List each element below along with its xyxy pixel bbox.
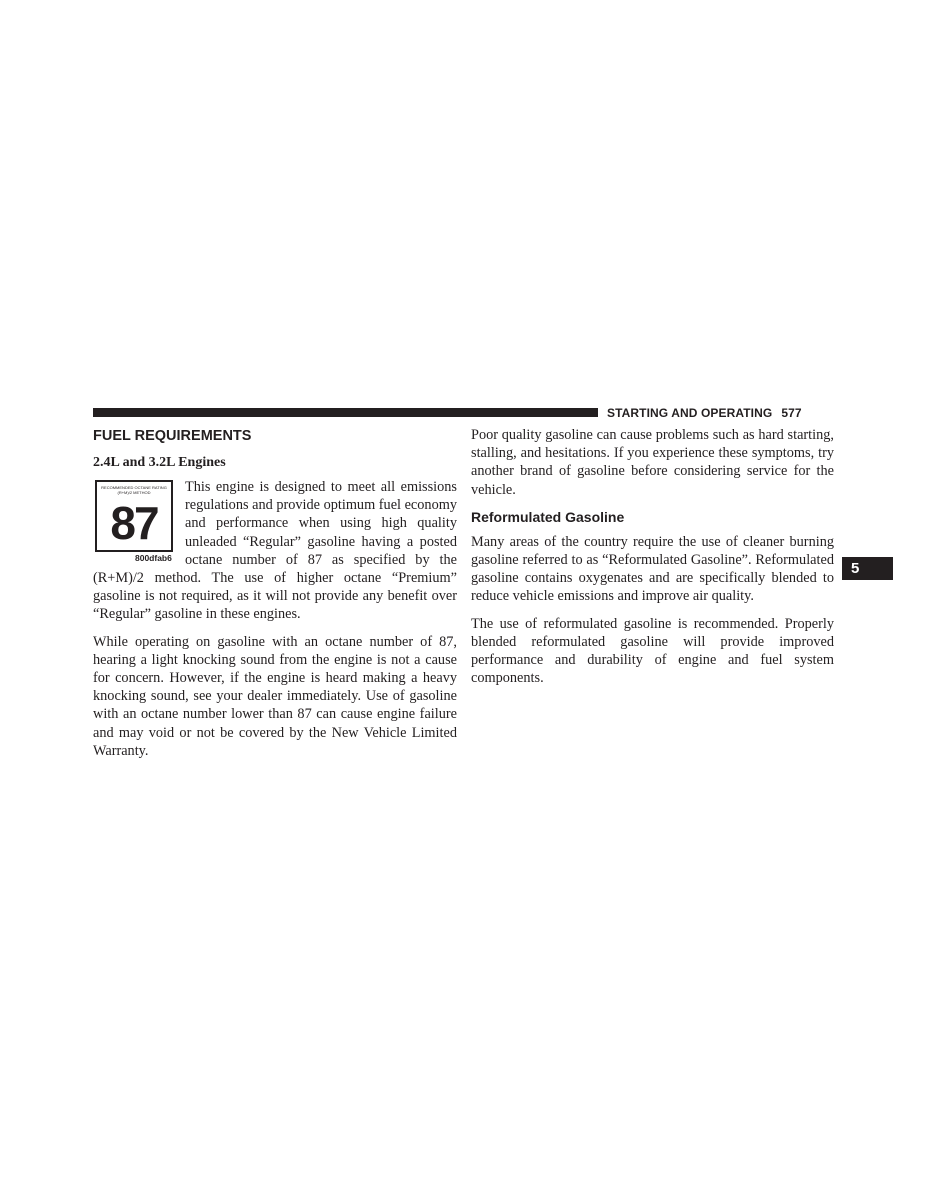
chapter-tab: 5 bbox=[842, 557, 893, 580]
octane-rating-figure bbox=[95, 480, 177, 563]
reformulated-subheading: Reformulated Gasoline bbox=[471, 508, 625, 525]
octane-label-caption bbox=[99, 485, 169, 495]
octane-number: 87 bbox=[110, 497, 158, 549]
engines-subheading: 2.4L and 3.2L Engines bbox=[93, 455, 226, 470]
octane-text-block bbox=[93, 478, 457, 633]
right-column bbox=[471, 426, 834, 696]
octane-caption-line-1: RECOMMENDED OCTANE RATING bbox=[101, 485, 167, 490]
paragraph-knocking: While operating on gasoline with an octane number of 87, hearing a light knocking sound from the engine is not a cause for concern. However, if the engine is heard making a heavy knocking sound, see your dealer immediately. Use of gasoline with an octane number lower than 87 can cause engine failure and may void or not be covered by the New Vehicle Limited Warranty. bbox=[93, 633, 457, 759]
octane-caption-line-2: (R+M)/2 METHOD bbox=[117, 490, 151, 495]
header-rule bbox=[93, 408, 598, 417]
figure-code: 800dfab6 bbox=[135, 553, 172, 563]
paragraph-poor-quality: Poor quality gasoline can cause problems such as hard starting, stalling, and hesitations. If you experience these symptoms, try another brand of gasoline before considering service for the vehicle. bbox=[471, 427, 834, 498]
header-section-title: STARTING AND OPERATING bbox=[607, 406, 773, 420]
section-heading: FUEL REQUIREMENTS bbox=[93, 428, 252, 444]
left-column bbox=[93, 426, 457, 769]
octane-label-box bbox=[95, 480, 173, 552]
paragraph-reformulated-recommended: The use of reformulated gasoline is recommended. Properly blended reformulated gasoline will provide improved performance and durability of engine and fuel system components. bbox=[471, 615, 834, 687]
running-header bbox=[607, 404, 837, 422]
page-number: 577 bbox=[781, 406, 802, 420]
paragraph-reformulated-areas: Many areas of the country require the use of cleaner burning gasoline referred to as “Reformulated Gasoline”. Reformulated gasoline contains oxygenates and are specifically blended to reduce vehicle emissions and improve air quality. bbox=[471, 533, 834, 605]
paragraph-engine-design: This engine is designed to meet all emissions regulations and provide optimum fuel economy and performance when using high quality unleaded “Regular” gasoline having a posted octane number of 87 as specified by the (R+M)/2 method. The use of higher octane “Premium” gasoline is not required, as it will not provide any benefit over “Regular” gasoline in these engines. bbox=[93, 479, 457, 623]
